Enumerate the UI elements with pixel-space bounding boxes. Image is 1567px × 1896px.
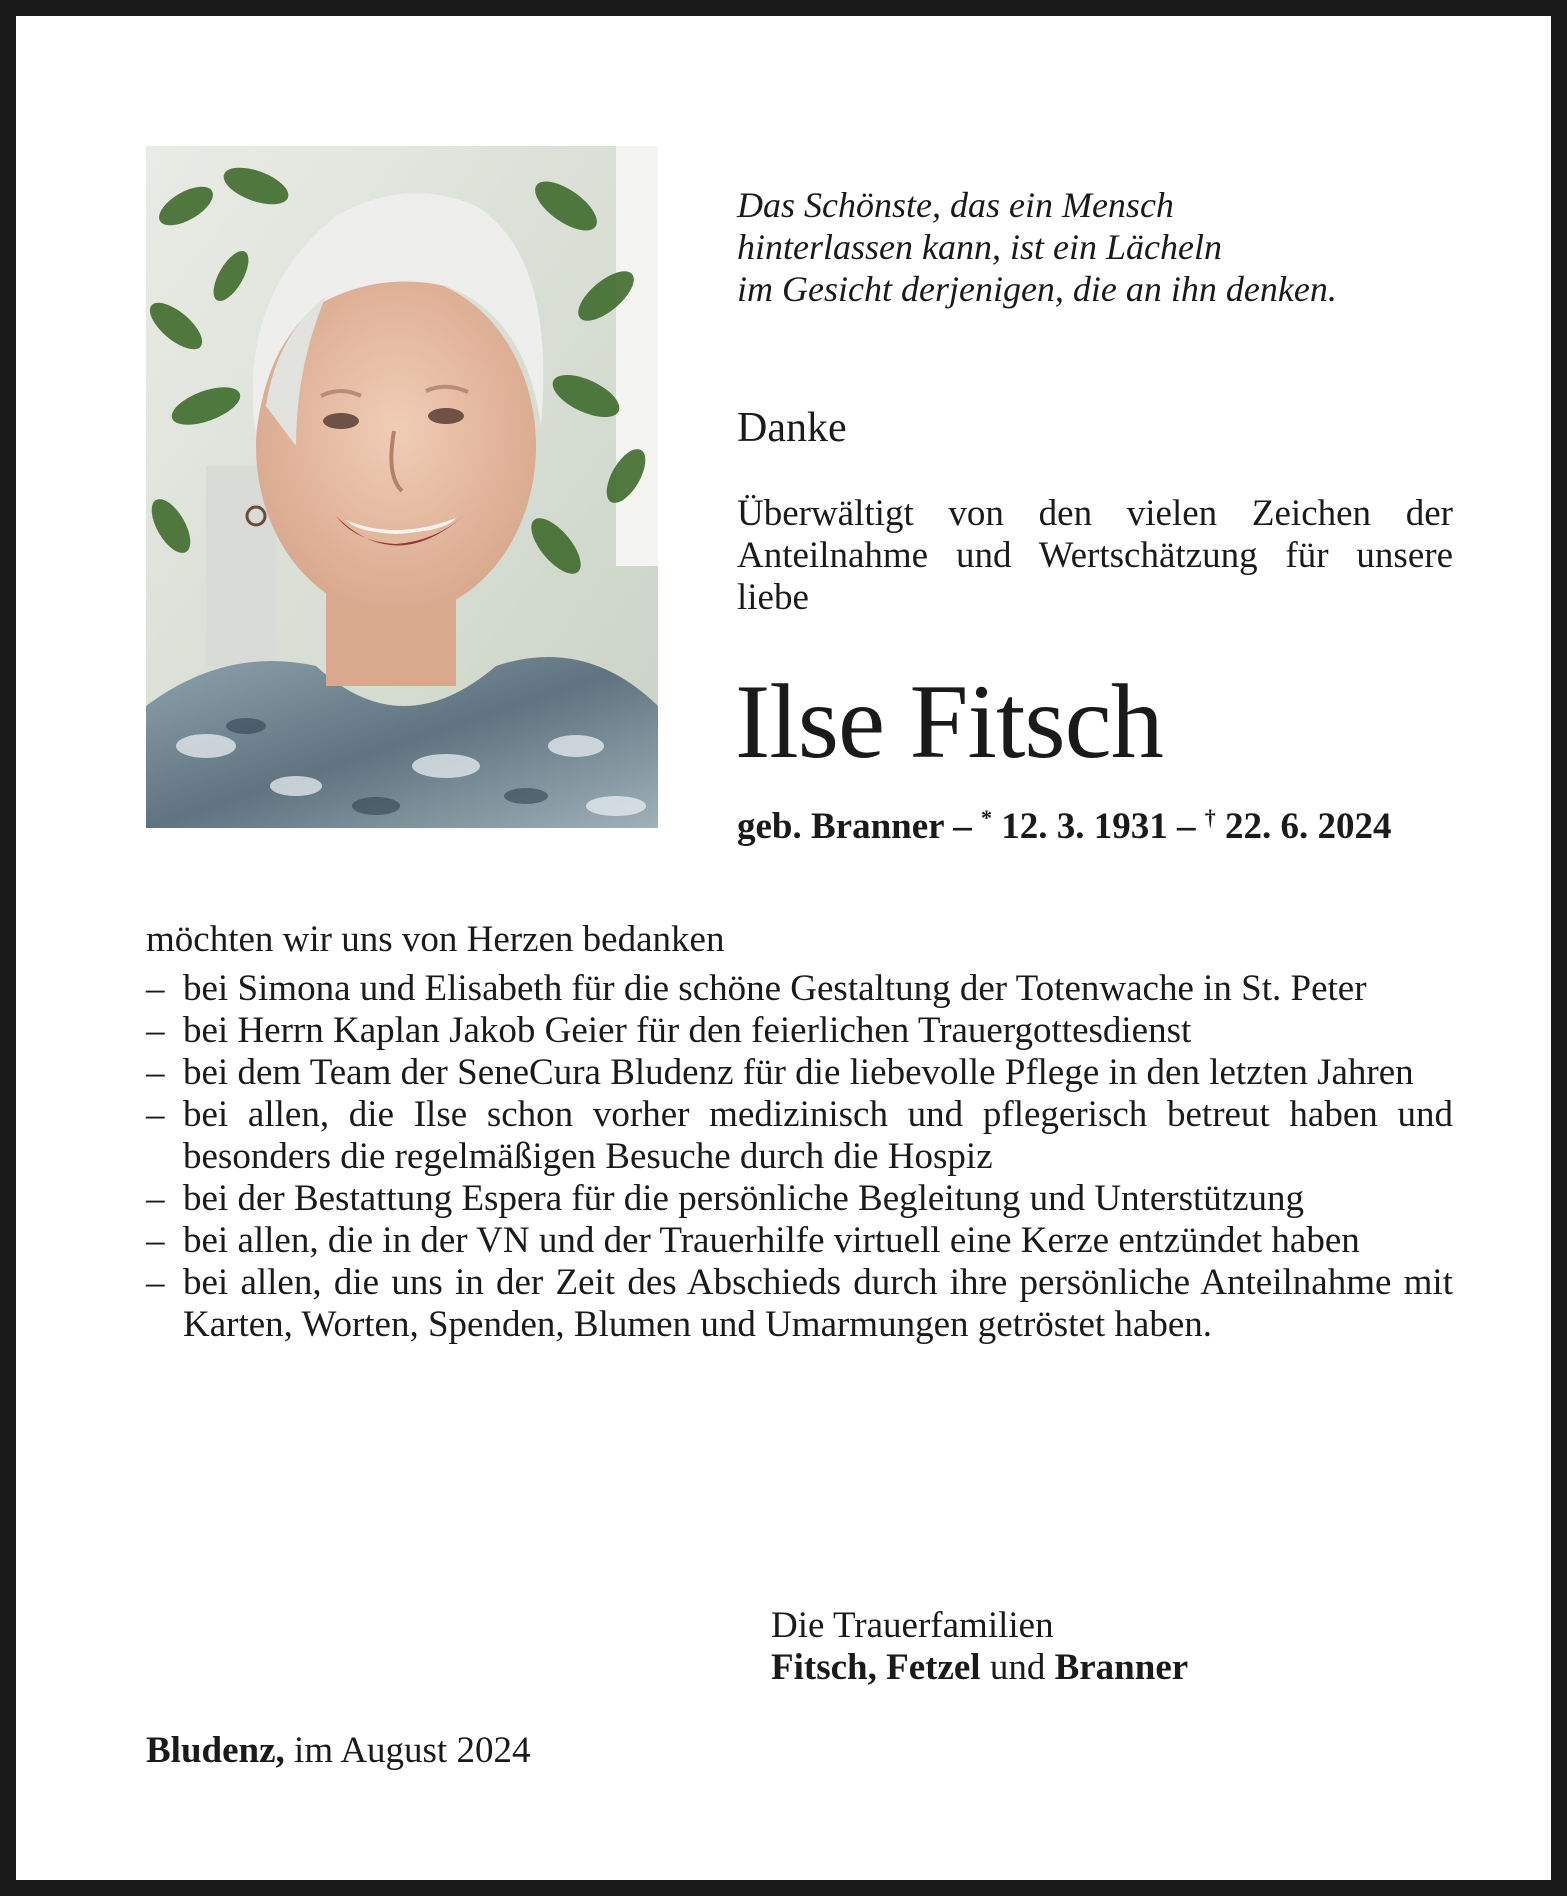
family-name-secondary: Branner xyxy=(1054,1647,1189,1688)
place-date xyxy=(146,1730,530,1772)
separator: – xyxy=(953,806,972,847)
signature-block xyxy=(771,1605,1188,1689)
list-dash: – xyxy=(146,1220,165,1261)
portrait-image xyxy=(146,146,658,828)
list-dash: – xyxy=(146,1178,165,1219)
list-item xyxy=(146,1220,1453,1262)
list-item-text: bei Simona und Elisabeth für die schöne Gestaltung der Totenwache in St. Peter xyxy=(183,968,1367,1009)
memorial-quote xyxy=(737,184,1457,310)
list-dash: – xyxy=(146,968,165,1009)
thanks-list xyxy=(146,968,1453,1346)
death-date: 22. 6. 2024 xyxy=(1224,806,1392,847)
list-item-text: bei allen, die Ilse schon vorher medizinisch und pflegerisch betreut haben und besonders die regelmäßigen Besuche durch die Hospiz xyxy=(183,1094,1453,1177)
death-symbol: † xyxy=(1204,805,1216,830)
list-item xyxy=(146,1262,1453,1346)
family-names-primary: Fitsch, Fetzel xyxy=(771,1647,981,1688)
list-dash: – xyxy=(146,1010,165,1051)
quote-line: Das Schönste, das ein Mensch xyxy=(737,185,1174,225)
thanks-intro: möchten wir uns von Herzen bedanken xyxy=(146,919,725,960)
list-item-text: bei dem Team der SeneCura Bludenz für die liebevolle Pflege in den letzten Jahren xyxy=(183,1052,1414,1093)
birth-symbol: * xyxy=(980,805,992,830)
thanks-heading: Danke xyxy=(737,405,847,451)
quote-line: hinterlassen kann, ist ein Lächeln xyxy=(737,227,1222,267)
list-dash: – xyxy=(146,1052,165,1093)
list-item-text: bei Herrn Kaplan Jakob Geier für den feierlichen Trauergottesdienst xyxy=(183,1010,1192,1051)
list-item xyxy=(146,968,1453,1010)
lifespan-line xyxy=(737,796,1457,849)
quote-line: im Gesicht derjenigen, die an ihn denken. xyxy=(737,269,1337,309)
separator: – xyxy=(1176,806,1196,847)
conjunction: und xyxy=(989,1647,1046,1688)
signature-line: Die Trauerfamilien xyxy=(771,1605,1054,1646)
list-item-text: bei der Bestattung Espera für die persönliche Begleitung und Unterstützung xyxy=(183,1178,1305,1219)
list-item xyxy=(146,1052,1453,1094)
list-item xyxy=(146,1010,1453,1052)
list-item-text: bei allen, die in der VN und der Trauerhilfe virtuell eine Kerze entzündet haben xyxy=(183,1220,1360,1261)
place-city: Bludenz, xyxy=(146,1730,285,1771)
list-item xyxy=(146,1178,1453,1220)
list-dash: – xyxy=(146,1094,165,1135)
maiden-name: geb. Branner xyxy=(737,806,944,847)
deceased-name: Ilse Fitsch xyxy=(735,663,1163,780)
intro-text: Überwältigt von den vielen Zeichen der Anteilnahme und Wertschätzung für unsere liebe xyxy=(737,493,1453,618)
list-item xyxy=(146,1094,1453,1178)
list-item-text: bei allen, die uns in der Zeit des Abschieds durch ihre persönliche Anteilnahme mit Karten, Worten, Spenden, Blumen und Umarmungen getröstet haben. xyxy=(183,1262,1453,1345)
list-dash: – xyxy=(146,1262,165,1303)
place-month: im August 2024 xyxy=(294,1730,531,1771)
birth-date: 12. 3. 1931 xyxy=(1001,806,1168,847)
family-names xyxy=(771,1647,1188,1689)
portrait-photo xyxy=(146,146,658,828)
